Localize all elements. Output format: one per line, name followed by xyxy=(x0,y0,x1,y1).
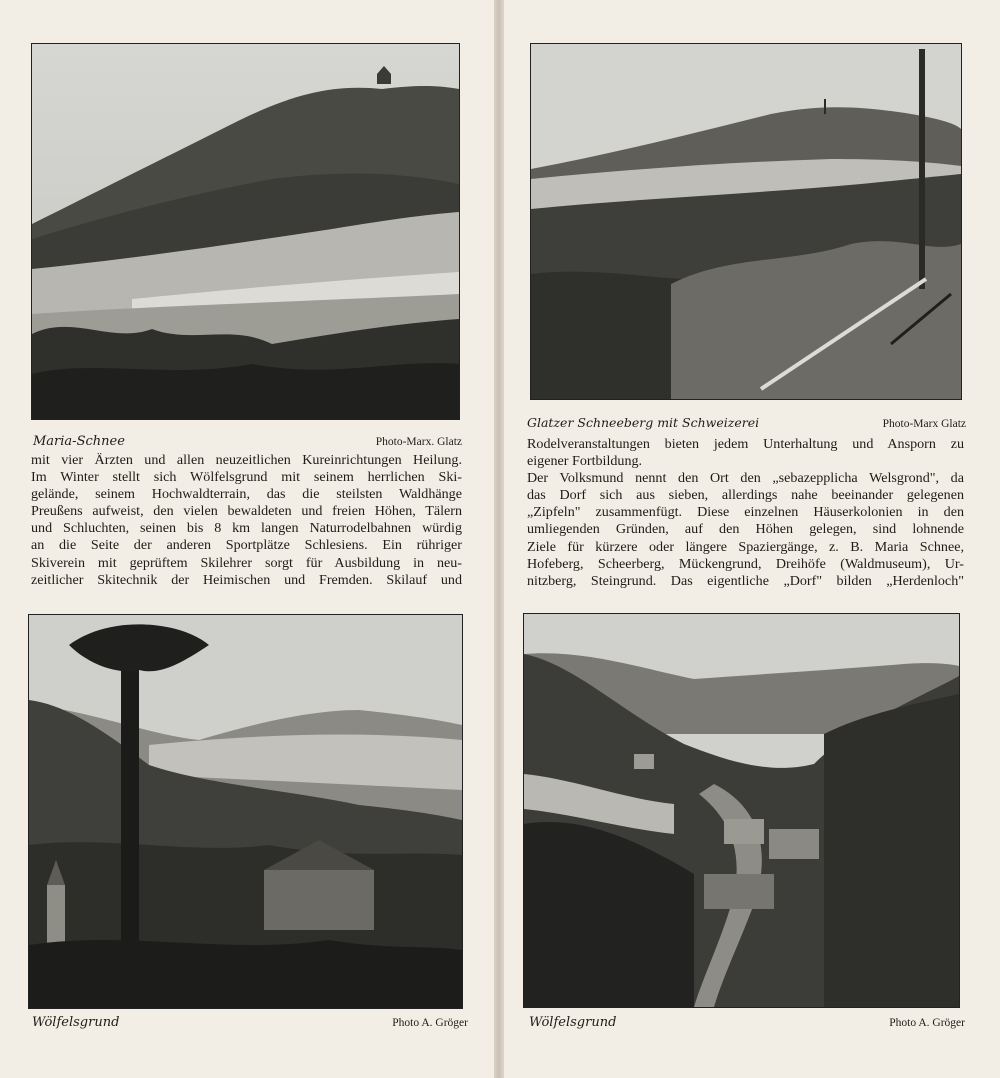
woelfelsgrund-photo-left xyxy=(28,614,463,1009)
text-line: umliegenden Gründen, auf den Höhen gelegen, sind lohnende xyxy=(527,521,964,538)
photo-credit: Photo-Marx Glatz xyxy=(882,418,966,430)
photo-credit: Photo A. Gröger xyxy=(392,1017,468,1029)
text-line: Rodelveranstaltungen bieten jedem Unterhaltung und Ansporn zu xyxy=(527,436,964,452)
maria-schnee-photo xyxy=(31,43,460,420)
glatzer-schneeberg-photo xyxy=(530,43,962,400)
text-line: Im Winter stellt sich Wölfelsgrund mit seinem herrlichen Ski- xyxy=(31,469,462,486)
text-line: nitzberg, Steingrund. Das eigentliche „Dorf" bilden „Herdenloch" xyxy=(527,572,964,589)
text-line: Preußens aufweist, den vielen bewaldeten und freien Höhen, Tälern xyxy=(31,503,462,520)
page-fold xyxy=(494,0,504,1078)
text-line: zeitlicher Skitechnik der Heimischen und Fremden. Skilauf und xyxy=(31,571,462,588)
text-line: mit vier Ärzten und allen neuzeitlichen Kureinrichtungen Heilung. xyxy=(31,452,462,468)
text-line: gelände, seinem Hochwaldterrain, das die steilsten Waldhänge xyxy=(31,486,462,503)
text-line: „Zipfeln" zusammenfügt. Diese einzelnen Häuserkolonien in den xyxy=(527,504,964,521)
text-line: eigener Fortbildung. xyxy=(527,453,643,470)
photo-credit: Photo A. Gröger xyxy=(889,1017,965,1029)
text-line: Skiverein mit geprüftem Skilehrer sorgt für Ausbildung in neu- xyxy=(31,554,462,571)
text-line: und Schluchten, seinen bis 8 km langen Naturrodelbahnen würdig xyxy=(31,520,462,537)
text-line: an die Seite der anderen Sportplätze Schlesiens. Ein rühriger xyxy=(31,537,462,554)
text-line: Hofeberg, Scheerberg, Mückengrund, Dreihöfe (Waldmuseum), Ur- xyxy=(527,555,964,572)
photo-caption: Glatzer Schneeberg mit Schweizerei xyxy=(527,415,760,430)
body-text-right xyxy=(527,436,964,590)
photo-caption: Wölfelsgrund xyxy=(529,1015,617,1030)
woelfelsgrund-photo-right xyxy=(523,613,960,1008)
body-text-left xyxy=(31,452,462,589)
photo-caption: Wölfelsgrund xyxy=(32,1015,120,1030)
text-line: das Dorf sich aus sieben, allerdings nahe beeinander gelegenen xyxy=(527,487,964,504)
text-line: Ziele für kürzere oder längere Spaziergänge, z. B. Maria Schnee, xyxy=(527,538,964,555)
text-line: Der Volksmund nennt den Ort den „sebazepplicha Welsgrond", da xyxy=(527,470,964,487)
photo-caption: Maria-Schnee xyxy=(33,434,125,449)
photo-credit: Photo-Marx. Glatz xyxy=(375,436,462,448)
